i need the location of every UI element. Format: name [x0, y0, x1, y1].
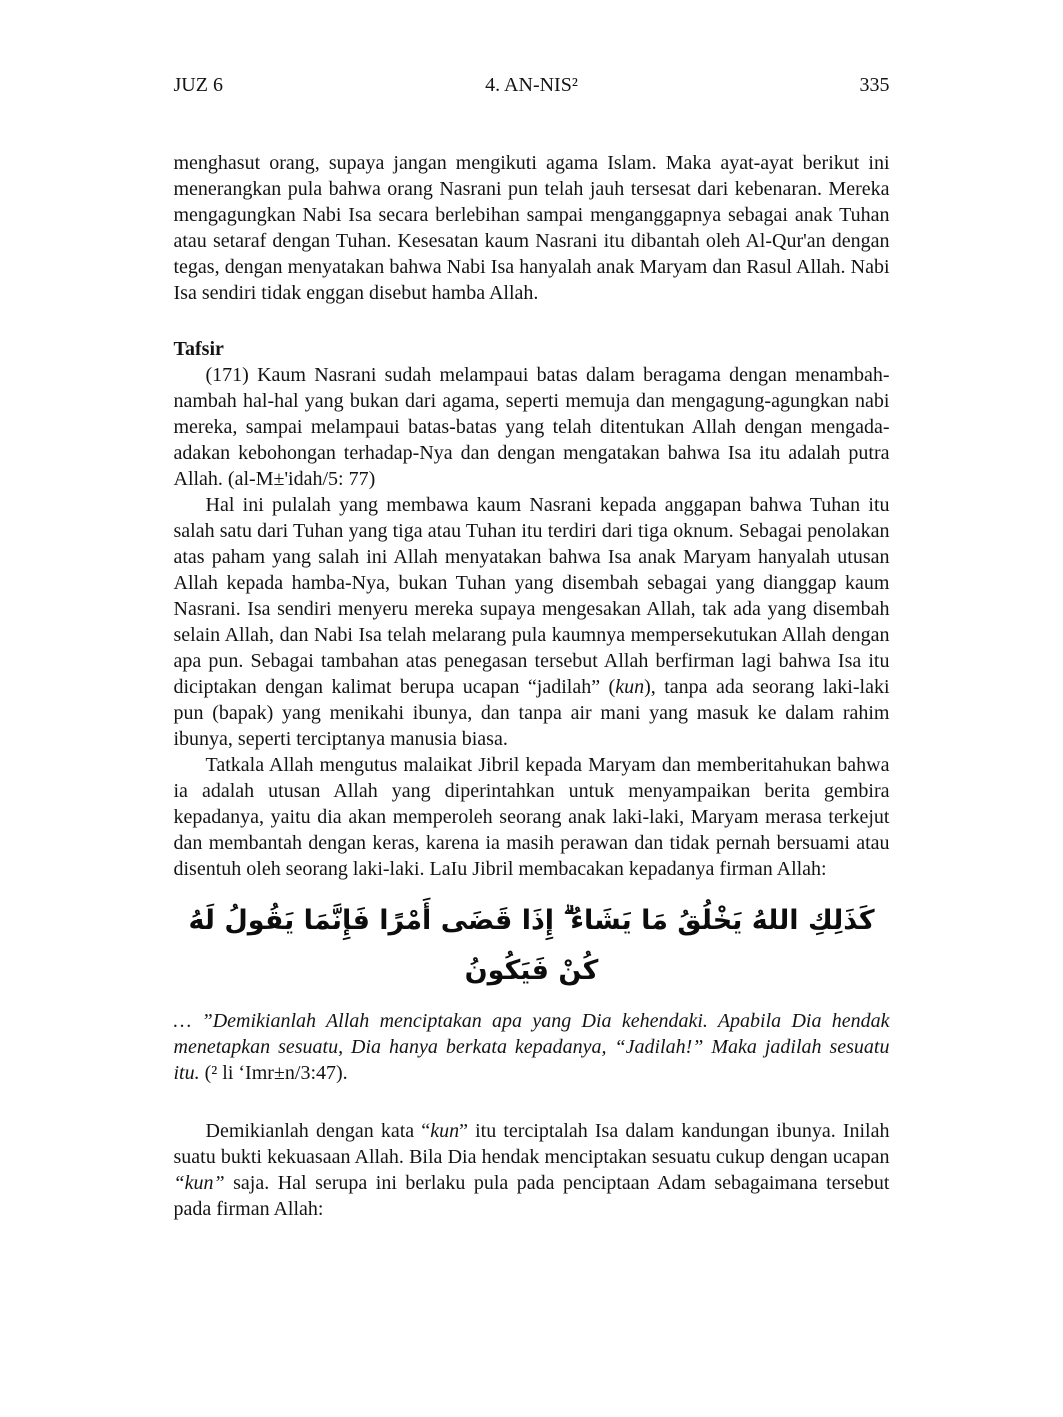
- tafsir-paragraph-3: Tatkala Allah mengutus malaikat Jibril kepada Maryam dan memberitahukan bahwa ia adalah utusan Allah yang diperintahkan untuk menyampaikan berita gembira kepadanya, yaitu dia akan memperoleh seorang anak laki-laki, Maryam merasa terkejut dan membantah dengan keras, karena ia masih perawan dan tidak pernah bersuami atau disentuh oleh seorang laki-laki. LaIu Jibril membacakan kepadanya firman Allah:: [173, 754, 890, 880]
- tafsir-heading: Tafsir: [173, 338, 224, 360]
- arabic-verse-calligraphy: كَذَلِكِ اللهُ يَخْلُقُ مَا يَشَاءُ ۗ إِذَا قَضَى أَمْرًا فَإِنَّمَا يَقُولُ لَهُ كُنْ فَيَكُونُ: [188, 905, 875, 986]
- page-number: 335: [859, 74, 890, 96]
- verse-translation: … ”Demikianlah Allah menciptakan apa yang Dia kehendaki. Apabila Dia hendak menetapkan sesuatu, Dia hanya berkata kepadanya, “Jadilah!” Maka jadilah sesuatu itu. (² li ‘Imr±n/3:47).: [173, 1010, 890, 1084]
- closing-paragraph: Demikianlah dengan kata “kun” itu terciptalah Isa dalam kandungan ibunya. Inilah suatu bukti kekuasaan Allah. Bila Dia hendak menciptakan sesuatu cukup dengan ucapan “kun” saja. Hal serupa ini berlaku pula pada penciptaan Adam sebagaimana tersebut pada firman Allah:: [173, 1120, 890, 1220]
- page-header: [174, 72, 890, 98]
- tafsir-paragraph-1: (171) Kaum Nasrani sudah melampaui batas dalam beragama dengan menambah-nambah hal-hal yang bukan dari agama, seperti memuja dan mengagung-agungkan nabi mereka, sampai melampaui batas-batas yang telah ditentukan Allah dengan mengada-adakan kebohongan terhadap-Nya dan dengan mengatakan bahwa Isa itu adalah putra Allah. (al-M±'idah/5: 77): [173, 364, 890, 490]
- intro-paragraph: menghasut orang, supaya jangan mengikuti agama Islam. Maka ayat-ayat berikut ini menerangkan pula bahwa orang Nasrani pun telah jauh tersesat dari kebenaran. Mereka mengagungkan Nabi Isa secara berlebihan sampai menganggapnya sebagai anak Tuhan atau setaraf dengan Tuhan. Kesesatan kaum Nasrani itu dibantah oleh Al-Qur'an dengan tegas, dengan menyatakan bahwa Nabi Isa hanyalah anak Maryam dan Rasul Allah. Nabi Isa sendiri tidak enggan disebut hamba Allah.: [173, 152, 890, 304]
- page-content: [174, 72, 890, 1222]
- juz-label: JUZ 6: [173, 74, 223, 96]
- tafsir-paragraph-2: Hal ini pulalah yang membawa kaum Nasrani kepada anggapan bahwa Tuhan itu salah satu dari Tuhan yang tiga atau Tuhan itu terdiri dari tiga oknum. Sebagai penolakan atas paham yang salah ini Allah menyatakan bahwa Isa anak Maryam hanyalah utusan Allah kepada hamba-Nya, bukan Tuhan yang disembah sebagai yang dianggap kaum Nasrani. Isa sendiri menyeru mereka supaya mengesakan Allah, tak ada yang disembah selain Allah, dan Nabi Isa telah melarang pula kaumnya mempersekutukan Allah dengan apa pun. Sebagai tambahan atas penegasan tersebut Allah berfirman lagi bahwa Isa itu diciptakan dengan kalimat berupa ucapan “jadilah” (kun), tanpa ada seorang laki-laki pun (bapak) yang menikahi ibunya, dan tanpa air mani yang masuk ke dalam rahim ibunya, seperti terciptanya manusia biasa.: [173, 494, 890, 750]
- surah-title: 4. AN-NIS²: [485, 74, 578, 96]
